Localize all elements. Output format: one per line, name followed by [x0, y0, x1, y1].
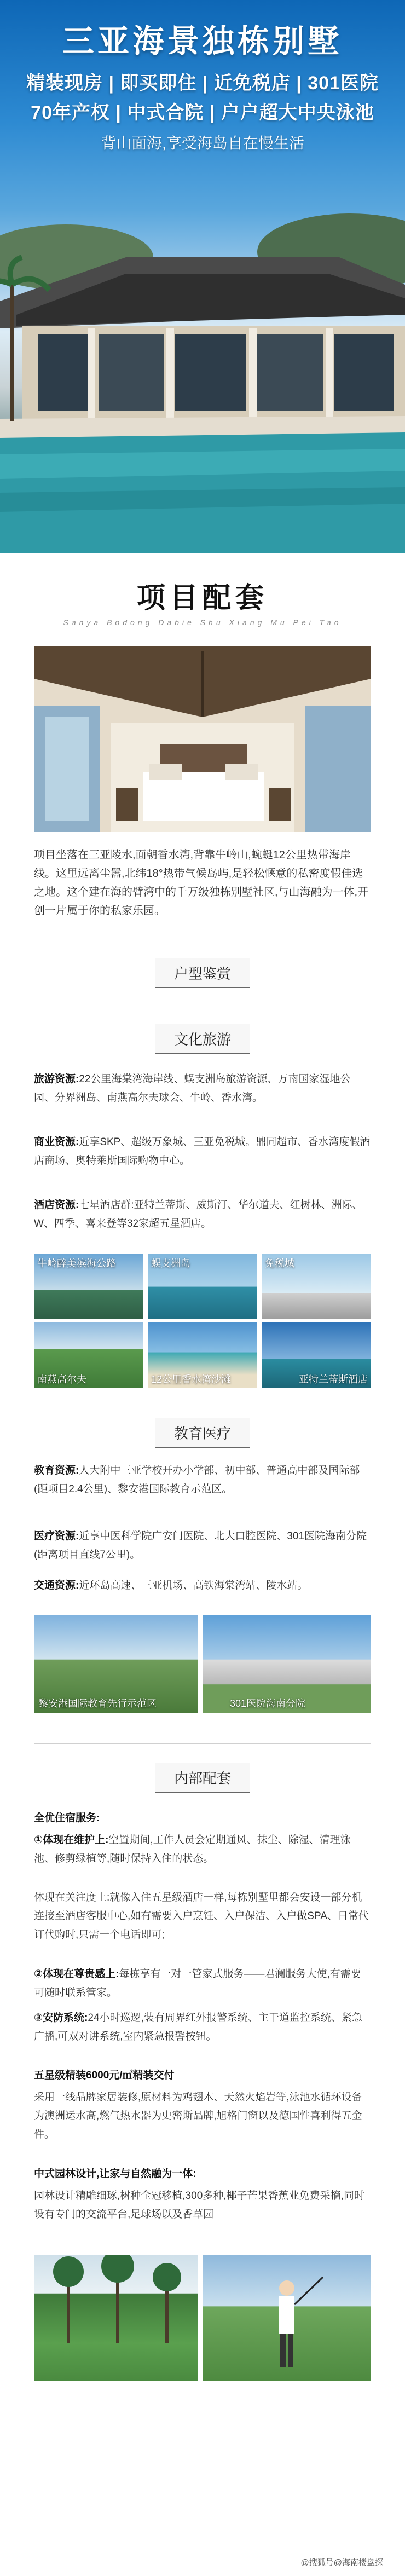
garden-title: 中式园林设计,让家与自然融为一体: [34, 2168, 196, 2180]
photo-golf-player [202, 2255, 371, 2381]
caption-golf: 南燕高尔夫 [37, 1374, 86, 1385]
hero-title: 三亚海景独栋别墅 [62, 24, 343, 59]
caption-atlantis: 亚特兰蒂斯酒店 [299, 1374, 368, 1385]
medical-resource [34, 1527, 371, 1564]
security-label: ③安防系统: [34, 2012, 88, 2024]
project-intro: 项目坐落在三亚陵水,面朝香水湾,背靠牛岭山,蜿蜒12公里热带海岸线。这里远离尘嚣,北纬18°热带气候岛屿,是轻松惬意的私密度假佳选之地。这个建在海的臂湾中的千万级独栋别墅社区,与山海融为一体,开创一片属于你的私家乐园。 [34, 849, 369, 917]
security-text: 24小时巡逻,装有周界红外报警系统、主干道监控系统、紧急广播,可双对讲系统,室内紧急报警按钮。 [34, 2012, 362, 2042]
caption-hospital: 301医院海南分院 [230, 1698, 306, 1709]
hero-features-line2: 70年产权 | 中式合院 | 户户超大中央泳池 [31, 102, 374, 123]
photo-education-zone [34, 1615, 198, 1713]
decoration-standard: 五星级精装6000元/㎡精装交付 [34, 2070, 175, 2081]
photo-coastal-road [34, 1254, 143, 1319]
pill-wrap-interior [0, 1763, 405, 1793]
service-title: 全优住宿服务: [34, 1812, 100, 1824]
culture-tourism-pill: 文化旅游 [155, 1024, 250, 1054]
caption-duty-free: 免税城 [265, 1258, 294, 1269]
palm-trees-illustration [34, 2255, 198, 2381]
maintenance-label: ①体现在维护上: [34, 1834, 109, 1846]
photo-hospital [202, 1615, 371, 1713]
photo-beach [148, 1322, 257, 1388]
hotel-resource [34, 1196, 371, 1233]
pill-wrap-huxing [0, 958, 405, 988]
photo-wuzhizhou-island [148, 1254, 257, 1319]
attention-item: 体现在关注度上:就像入住五星级酒店一样,每栋别墅里都会安设一部分机连接至酒店客服中心,如有需要入户烹饪、入户保洁、入户做SPA、日常代订代购时,只需一个电话即可; [34, 1892, 369, 1940]
floorplan-pill: 户型鉴赏 [155, 958, 250, 988]
education-medical-pill: 教育医疗 [155, 1418, 250, 1448]
pill-wrap-education [0, 1418, 405, 1448]
bedroom-photo [34, 646, 371, 832]
bedroom-illustration [34, 646, 371, 832]
tourism-text: 22公里海棠湾海岸线、蜈支洲岛旅游资源、万南国家湿地公园、分界洲岛、南燕高尔夫球会、牛岭、香水湾。 [34, 1073, 351, 1104]
tourism-label: 旅游资源: [34, 1073, 79, 1085]
medical-label: 医疗资源: [34, 1530, 79, 1542]
section-title: 项目配套 [136, 582, 268, 614]
caption-coastal-road: 牛岭醉美滨海公路 [37, 1258, 116, 1269]
photo-garden [34, 2255, 198, 2381]
medical-text: 近享中医科学院广安门医院、北大口腔医院、301医院海南分院(距离项目直线7公里)。 [34, 1530, 367, 1561]
education-text: 人大附中三亚学校开办小学部、初中部、普通高中部及国际部(距项目2.4公里)、黎安港国际教育示范区。 [34, 1465, 360, 1495]
pill-wrap-culture [0, 1024, 405, 1054]
maintenance-text: 空置期间,工作人员会定期通风、抹尘、除湿、清理泳池、修剪绿植等,随时保持入住的状态。 [34, 1834, 351, 1864]
hero-features-line1: 精装现房 | 即买即住 | 近免税店 | 301医院 [26, 73, 379, 94]
golfer-illustration [202, 2255, 371, 2381]
decoration-text: 采用一线品牌家居装修,原材料为鸡翅木、天然火焰岩等,泳池水循环设备为澳洲运水高,燃气热水器为史密斯品牌,旭格门窗以及德国性喜利得五金件。 [34, 2092, 362, 2140]
maintenance-item [34, 1831, 371, 1868]
education-label: 教育资源: [34, 1465, 79, 1476]
tourism-resource [34, 1070, 371, 1107]
traffic-text: 近环岛高速、三亚机场、高铁海棠湾站、陵水站。 [79, 1580, 308, 1591]
garden-text: 园林设计精雕细琢,树种全冠移植,300多种,椰子芒果香蕉业免费采摘,同时设有专门的交流平台,足球场以及香草园 [34, 2190, 364, 2220]
section-heading-project [0, 575, 405, 627]
traffic-resource [34, 1576, 371, 1595]
hero-banner [0, 0, 405, 553]
section-subtitle: Sanya Bodong Dabie Shu Xiang Mu Pei Tao [63, 618, 342, 627]
education-resource [34, 1462, 371, 1499]
caption-education-zone: 黎安港国际教育先行示范区 [38, 1698, 157, 1709]
hero-tagline: 背山面海,享受海岛自在慢生活 [101, 135, 304, 152]
prestige-text: 每栋享有一对一管家式服务——君澜服务大使,有需要可随时联系管家。 [34, 1968, 361, 1999]
traffic-label: 交通资源: [34, 1580, 79, 1591]
photo-golf [34, 1322, 143, 1388]
prestige-item [34, 1965, 371, 2002]
caption-beach: 12公里香水湾沙滩 [151, 1374, 232, 1385]
business-text: 近享SKP、超级万象城、三亚免税城。鼎同超市、香水湾度假酒店商场、奥特莱斯国际购物中心。 [34, 1136, 371, 1166]
caption-wuzhizhou: 蜈支洲岛 [151, 1258, 190, 1269]
security-item [34, 2009, 371, 2046]
business-label: 商业资源: [34, 1136, 79, 1148]
hotel-label: 酒店资源: [34, 1199, 79, 1211]
interior-facilities-pill: 内部配套 [155, 1763, 250, 1793]
hotel-text: 七星酒店群:亚特兰蒂斯、威斯汀、华尔道夫、红树林、洲际、W、四季、喜来登等32家超五星酒店。 [34, 1199, 363, 1229]
photo-atlantis [262, 1322, 371, 1388]
business-resource [34, 1133, 371, 1170]
divider [34, 1743, 371, 1744]
watermark-text: @搜狐号@海南楼盘探 [300, 2558, 383, 2567]
prestige-label: ②体现在尊贵感上: [34, 1968, 119, 1980]
photo-duty-free [262, 1254, 371, 1319]
